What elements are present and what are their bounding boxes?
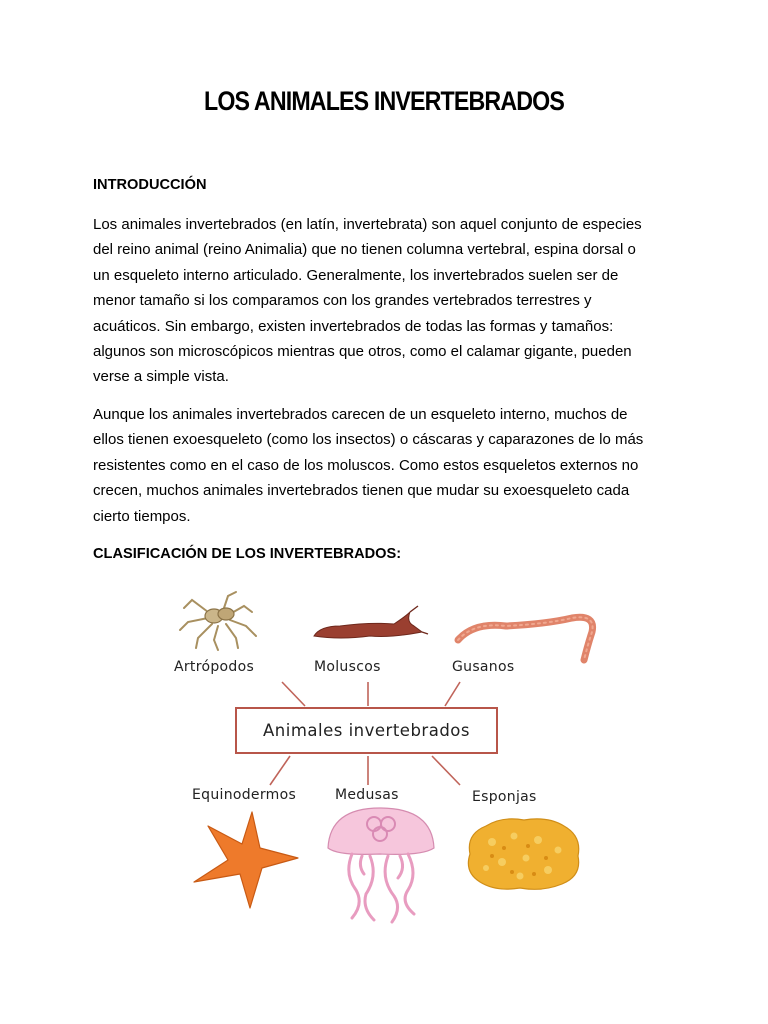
exoskeleton-paragraph bbox=[93, 402, 683, 529]
paragraph-line: un esqueleto interno articulado. Generalmente, los invertebrados suelen ser de bbox=[93, 266, 619, 284]
paragraph-line: ellos tienen exoesqueleto (como los insectos) o cáscaras y caparazones de lo más bbox=[93, 431, 644, 449]
starfish-icon bbox=[190, 808, 300, 912]
paragraph-line: menor tamaño si los comparamos con los grandes vertebrados terrestres y bbox=[93, 292, 592, 310]
label-sponges: Esponjas bbox=[472, 789, 537, 805]
center-box bbox=[235, 707, 498, 754]
paragraph-line: del reino animal (reino Animalia) que no tienen columna vertebral, espina dorsal o bbox=[93, 241, 636, 259]
jellyfish-icon bbox=[322, 804, 440, 924]
center-label: Animales invertebrados bbox=[263, 721, 470, 740]
invertebrate-classification-diagram bbox=[160, 580, 610, 930]
slug-icon bbox=[310, 606, 430, 646]
document-title: LOS ANIMALES INVERTEBRADOS bbox=[204, 86, 564, 116]
paragraph-line: resistentes como en el caso de los moluscos. Como estos esqueletos externos no bbox=[93, 456, 639, 474]
intro-heading: INTRODUCCIÓN bbox=[93, 177, 207, 193]
worm-icon bbox=[454, 610, 602, 664]
paragraph-line: acuáticos. Sin embargo, existen invertebrados de todas las formas y tamaños: bbox=[93, 317, 614, 335]
label-jellyfish: Medusas bbox=[335, 787, 399, 803]
label-worms: Gusanos bbox=[452, 659, 515, 675]
label-molluscs: Moluscos bbox=[314, 659, 381, 675]
paragraph-line: cierto tiempos. bbox=[93, 507, 191, 525]
label-echinoderms: Equinodermos bbox=[192, 787, 297, 803]
classification-heading: CLASIFICACIÓN DE LOS INVERTEBRADOS: bbox=[93, 546, 402, 562]
paragraph-line: crecen, muchos animales invertebrados tienen que mudar su exoesqueleto cada bbox=[93, 482, 630, 500]
label-arthropods: Artrópodos bbox=[174, 659, 255, 675]
intro-paragraph bbox=[93, 212, 683, 390]
paragraph-line: Los animales invertebrados (en latín, invertebrata) son aquel conjunto de especies bbox=[93, 216, 642, 233]
paragraph-line: verse a simple vista. bbox=[93, 368, 229, 386]
paragraph-line: Aunque los animales invertebrados carecen de un esqueleto interno, muchos de bbox=[93, 406, 628, 423]
sponge-icon bbox=[462, 814, 584, 892]
spider-icon bbox=[178, 586, 260, 652]
paragraph-line: algunos son microscópicos mientras que otros, como el calamar gigante, pueden bbox=[93, 343, 632, 361]
